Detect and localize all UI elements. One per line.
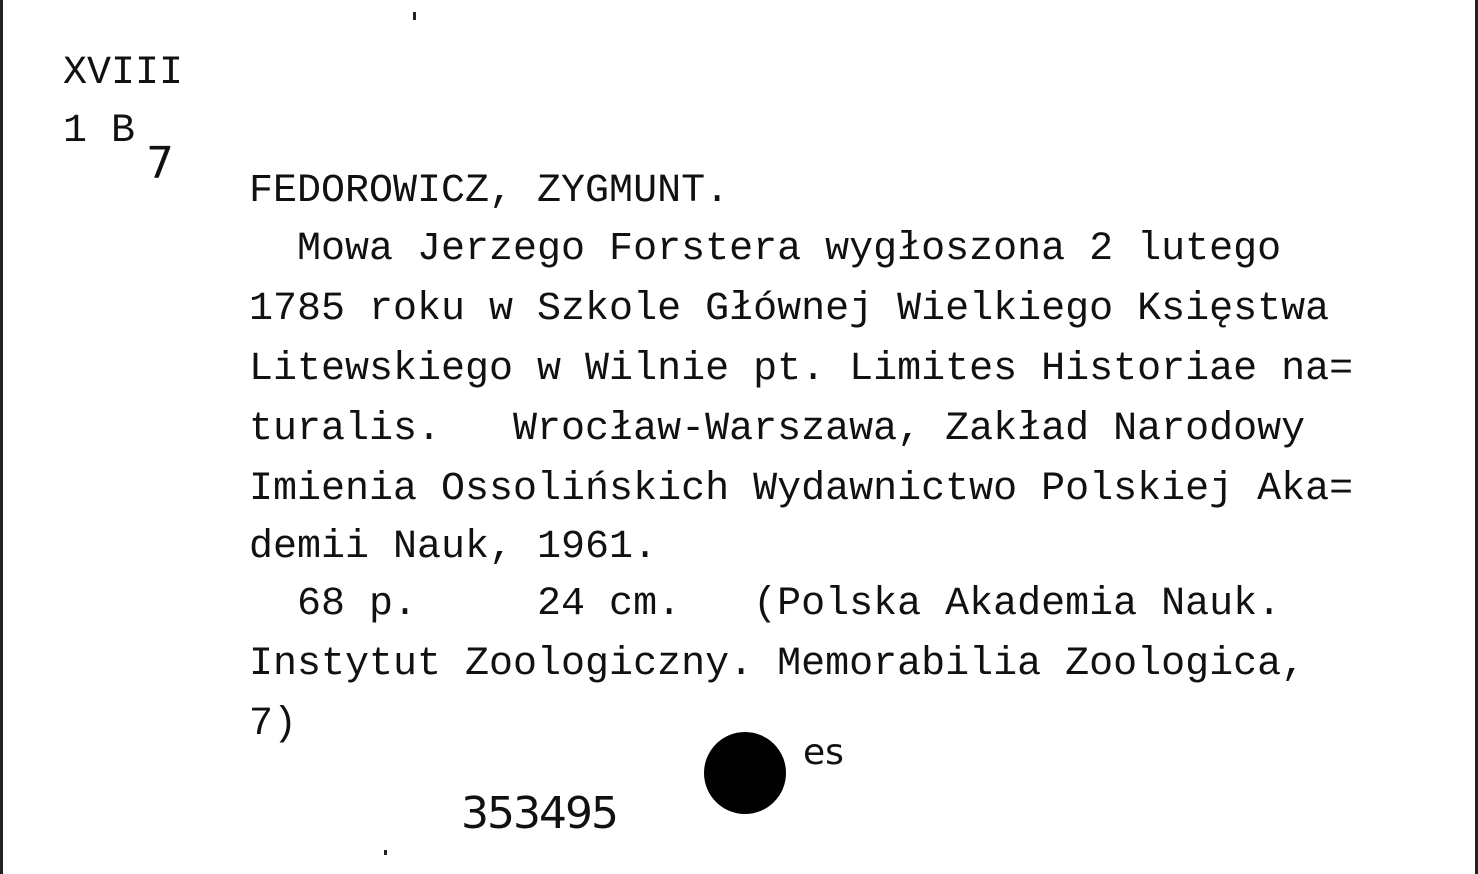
filled-circle-icon	[704, 732, 786, 814]
entry-line: Mowa Jerzego Forstera wygłoszona 2 lutego	[249, 227, 1282, 272]
marker-text: es	[803, 732, 844, 773]
call-number-subscript: 7	[146, 138, 174, 189]
entry-line: Imienia Ossolińskich Wydawnictwo Polskiej Aka=	[249, 467, 1354, 512]
entry-line: demii Nauk, 1961.	[249, 525, 658, 570]
entry-line: 68 p. 24 cm. (Polska Akademia Nauk.	[249, 582, 1282, 627]
entry-line: 1785 roku w Szkole Głównej Wielkiego Księstwa	[249, 287, 1330, 332]
entry-line: turalis. Wrocław-Warszawa, Zakład Narodowy	[249, 407, 1306, 452]
entry-line: Instytut Zoologiczny. Memorabilia Zoologica,	[249, 642, 1306, 687]
accession-number: 353495	[461, 788, 617, 839]
ink-speck	[413, 12, 416, 20]
ink-speck	[384, 850, 387, 855]
call-number-line-1: XVIII	[63, 51, 184, 96]
entry-line: Litewskiego w Wilnie pt. Limites Historiae na=	[249, 347, 1354, 392]
entry-line: 7)	[249, 702, 298, 747]
entry-heading: FEDOROWICZ, ZYGMUNT.	[249, 169, 730, 214]
call-number-line-2: 1 B	[63, 109, 136, 154]
